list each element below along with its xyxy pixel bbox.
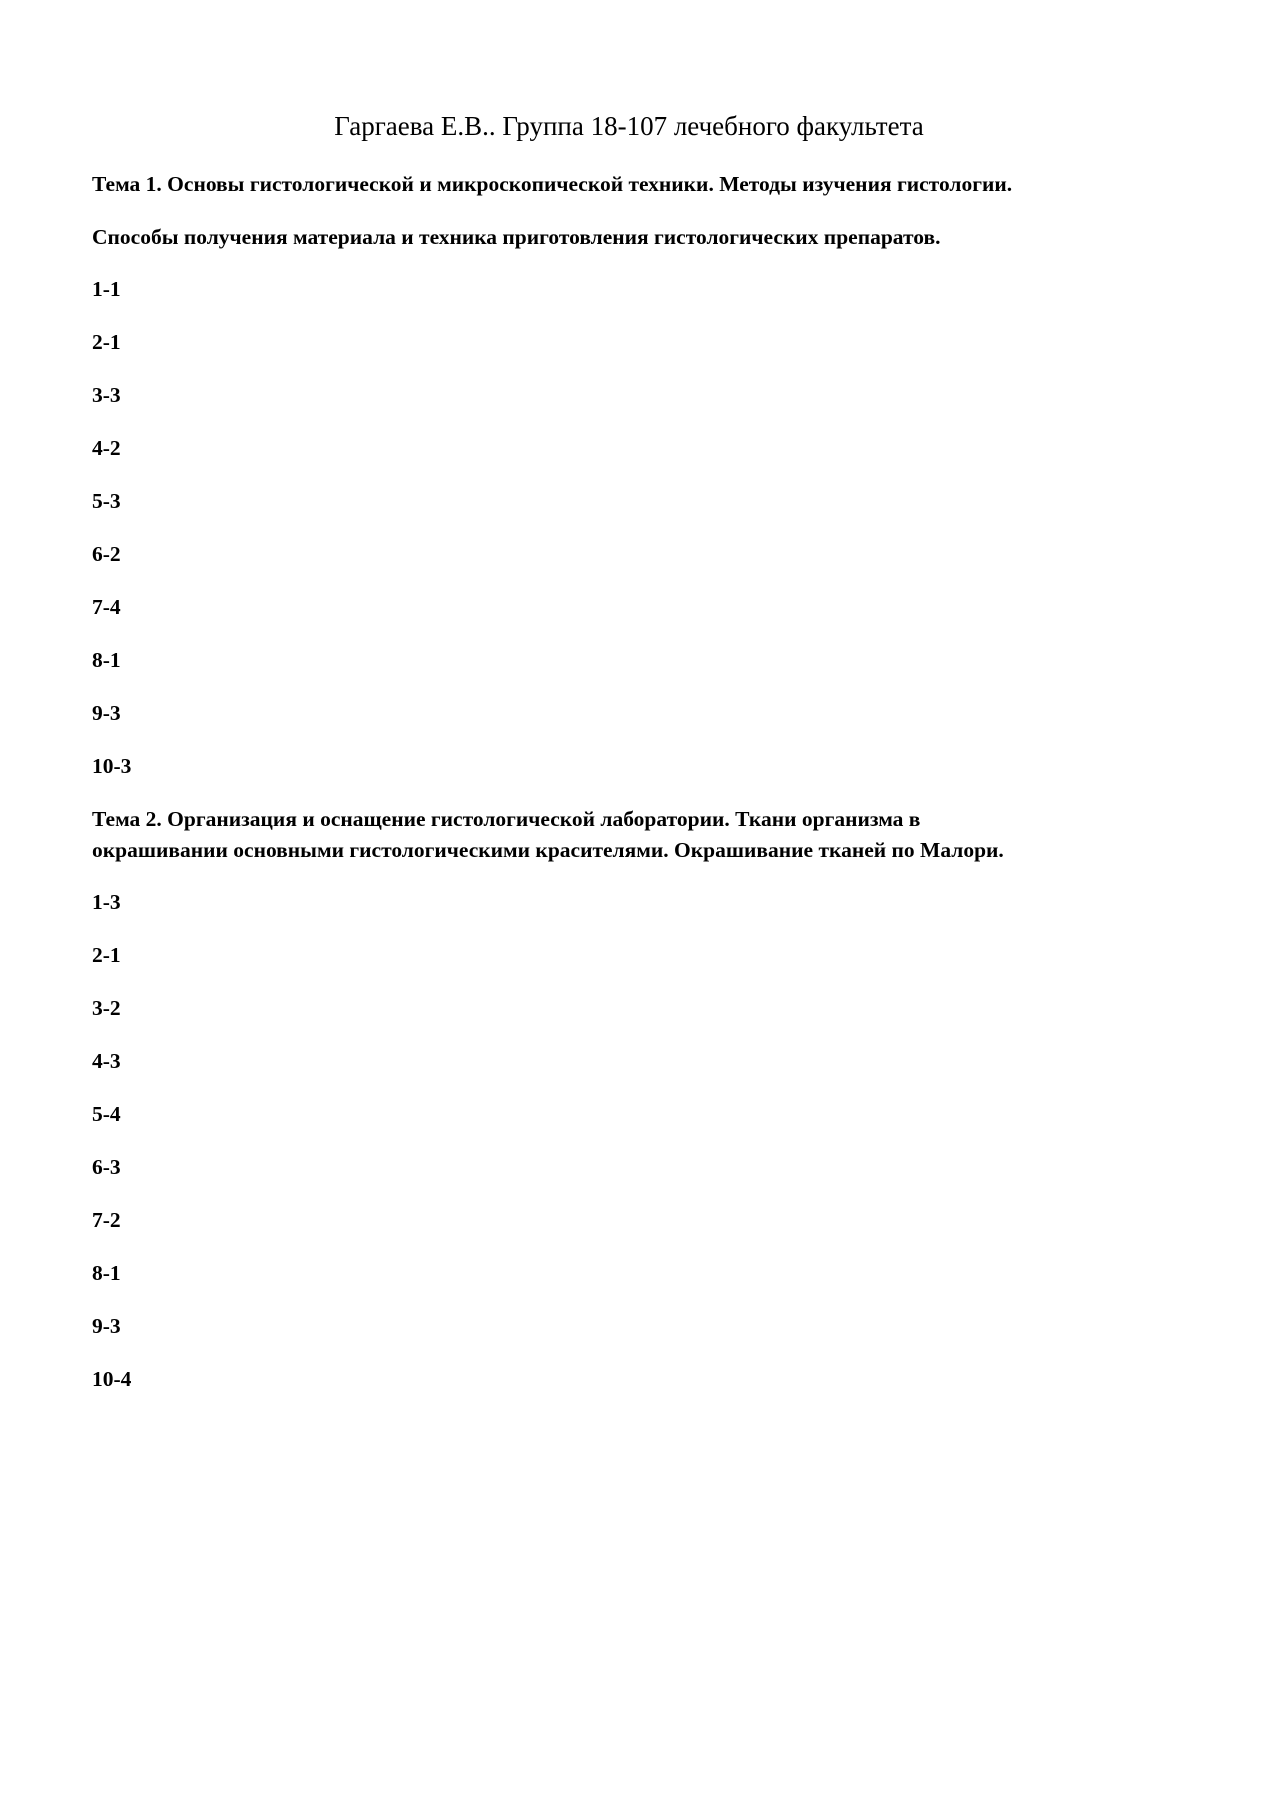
topic1-answer: 7-4 bbox=[92, 595, 121, 619]
topic2-answer: 7-2 bbox=[92, 1208, 121, 1232]
topic2-answer: 2-1 bbox=[92, 943, 121, 967]
topic1-answer: 2-1 bbox=[92, 330, 121, 354]
topic1-answer: 4-2 bbox=[92, 436, 121, 460]
topic1-subheading: Способы получения материала и техника приготовления гистологических препаратов. bbox=[92, 225, 941, 249]
topic2-answer: 10-4 bbox=[92, 1367, 132, 1391]
document-title: Гаргаева Е.В.. Группа 18-107 лечебного факультета bbox=[334, 111, 924, 141]
topic2-answer: 6-3 bbox=[92, 1155, 121, 1179]
topic1-heading: Тема 1. Основы гистологической и микроскопической техники. Методы изучения гистологии. bbox=[92, 172, 1013, 196]
topic2-heading-line2: окрашивании основными гистологическими красителями. Окрашивание тканей по Малори. bbox=[92, 838, 1004, 862]
topic2-answer: 9-3 bbox=[92, 1314, 121, 1338]
topic2-answer: 3-2 bbox=[92, 996, 121, 1020]
topic2-answer: 8-1 bbox=[92, 1261, 121, 1285]
topic1-answer: 1-1 bbox=[92, 277, 121, 301]
topic1-answer: 6-2 bbox=[92, 542, 121, 566]
topic1-answer: 9-3 bbox=[92, 701, 121, 725]
topic2-answer: 4-3 bbox=[92, 1049, 121, 1073]
topic1-answer: 8-1 bbox=[92, 648, 121, 672]
topic1-answer: 3-3 bbox=[92, 383, 121, 407]
topic1-answer: 10-3 bbox=[92, 754, 132, 778]
topic2-answer: 5-4 bbox=[92, 1102, 121, 1126]
topic2-heading-line1: Тема 2. Организация и оснащение гистологической лаборатории. Ткани организма в bbox=[92, 807, 921, 831]
topic1-answer: 5-3 bbox=[92, 489, 121, 513]
topic2-answer: 1-3 bbox=[92, 890, 121, 914]
